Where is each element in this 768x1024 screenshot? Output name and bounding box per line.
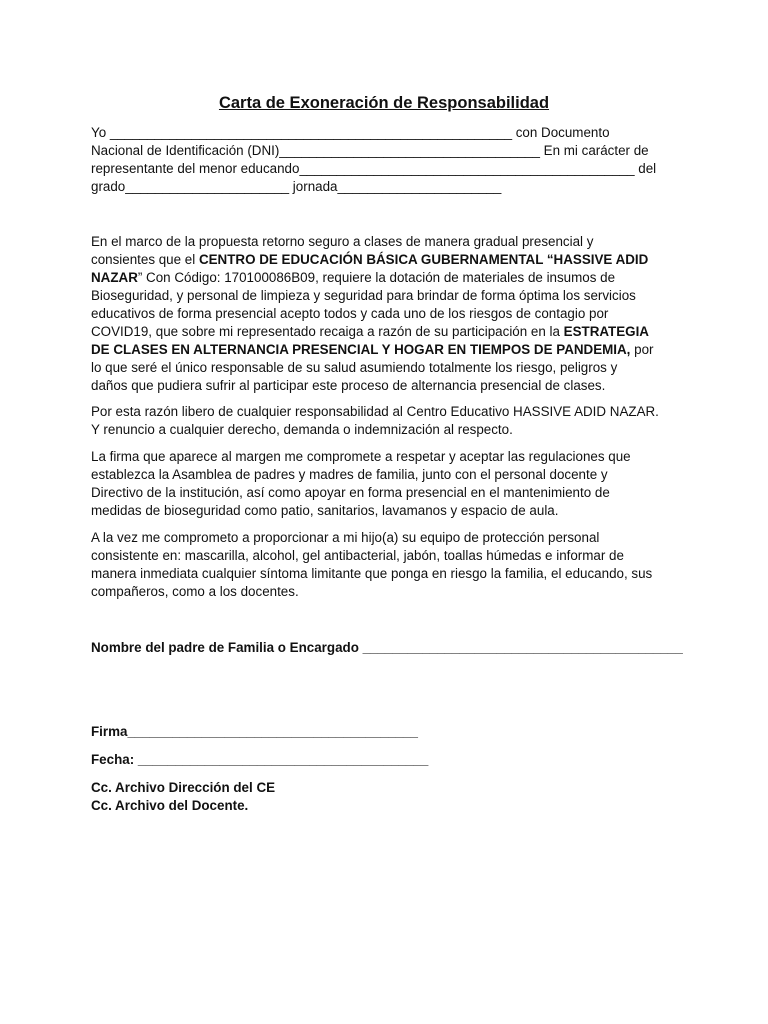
document-title: Carta de Exoneración de Responsabilidad (218, 94, 550, 112)
paragraph-line: establezca la Asamblea de padres y madres de familia, junto con el personal docente y (91, 467, 608, 482)
school-name-bold: CENTRO DE EDUCACIÓN BÁSICA GUBERNAMENTAL “HASSIVE ADID (198, 252, 649, 267)
paragraph-line (91, 323, 691, 341)
paragraph-line (91, 251, 691, 269)
paragraph-line: Y renuncio a cualquier derecho, demanda o indemnización al respecto. (91, 422, 513, 437)
paragraph-protection (91, 529, 691, 601)
paragraph-line: La firma que aparece al margen me compromete a respetar y aceptar las regulaciones que (91, 449, 631, 464)
school-name-bold-cont: NAZAR (91, 270, 138, 285)
paragraph-release (91, 403, 691, 439)
intro-line-name: Yo ______________________________________________________ con Documento (91, 125, 610, 140)
paragraph-line: medidas de bioseguridad como patio, sanitarios, lavamanos y espacio de aula. (91, 503, 559, 518)
paragraph-commitment (91, 448, 691, 520)
paragraph-context (91, 233, 691, 395)
cc-teacher: Cc. Archivo del Docente. (91, 798, 249, 813)
paragraph-line: manera inmediata cualquier síntoma limitante que ponga en riesgo la familia, el educando, sus (91, 566, 653, 581)
intro-line-dni: Nacional de Identificación (DNI)___________________________________ En mi carácter de (91, 143, 649, 158)
paragraph-line: A la vez me comprometo a proporcionar a mi hijo(a) su equipo de protección personal (91, 530, 600, 545)
paragraph-line: educativos de forma presencial acepto todos y cada uno de los riesgos de contagio por (91, 306, 609, 321)
strategy-bold-cont: DE CLASES EN ALTERNANCIA PRESENCIAL Y HOGAR EN TIEMPOS DE PANDEMIA, (91, 342, 631, 357)
paragraph-line: En el marco de la propuesta retorno seguro a clases de manera gradual presencial y (91, 234, 594, 249)
paragraph-line: consistente en: mascarilla, alcohol, gel antibacterial, jabón, toallas húmedas e informar de (91, 548, 624, 563)
paragraph-text: por (630, 342, 654, 357)
date-field: Fecha: _______________________________________ (91, 752, 429, 767)
paragraph-text: consientes que el (91, 252, 199, 267)
cc-block (91, 779, 275, 815)
paragraph-line: Por esta razón libero de cualquier responsabilidad al Centro Educativo HASSIVE ADID NAZAR. (91, 404, 659, 419)
paragraph-text: COVID19, que sobre mi representado recaiga a razón de su participación en la (91, 324, 564, 339)
parent-name-field: Nombre del padre de Familia o Encargado ___________________________________________ (91, 640, 683, 655)
paragraph-line: Directivo de la institución, así como apoyar en forma presencial en el mantenimiento de (91, 485, 610, 500)
intro-block (91, 124, 691, 196)
paragraph-line: Bioseguridad, y personal de limpieza y seguridad para brindar de forma óptima los servicios (91, 288, 636, 303)
intro-line-grade: grado______________________ jornada______________________ (91, 179, 502, 194)
paragraph-line: daños que pudiera sufrir al participar este proceso de alternancia presencial de clases. (91, 378, 606, 393)
paragraph-line: lo que seré el único responsable de su salud asumiendo totalmente los riesgo, peligros y (91, 360, 618, 375)
signature-field: Firma_______________________________________ (91, 724, 418, 739)
strategy-bold: ESTRATEGIA (563, 324, 649, 339)
paragraph-text: ” Con Código: 170100086B09, requiere la dotación de materiales de insumos de (137, 270, 616, 285)
intro-line-representative: representante del menor educando_____________________________________________ del (91, 161, 657, 176)
paragraph-line: compañeros, como a los docentes. (91, 584, 299, 599)
paragraph-line (91, 341, 691, 359)
paragraph-line (91, 269, 691, 287)
cc-direction: Cc. Archivo Dirección del CE (91, 780, 276, 795)
